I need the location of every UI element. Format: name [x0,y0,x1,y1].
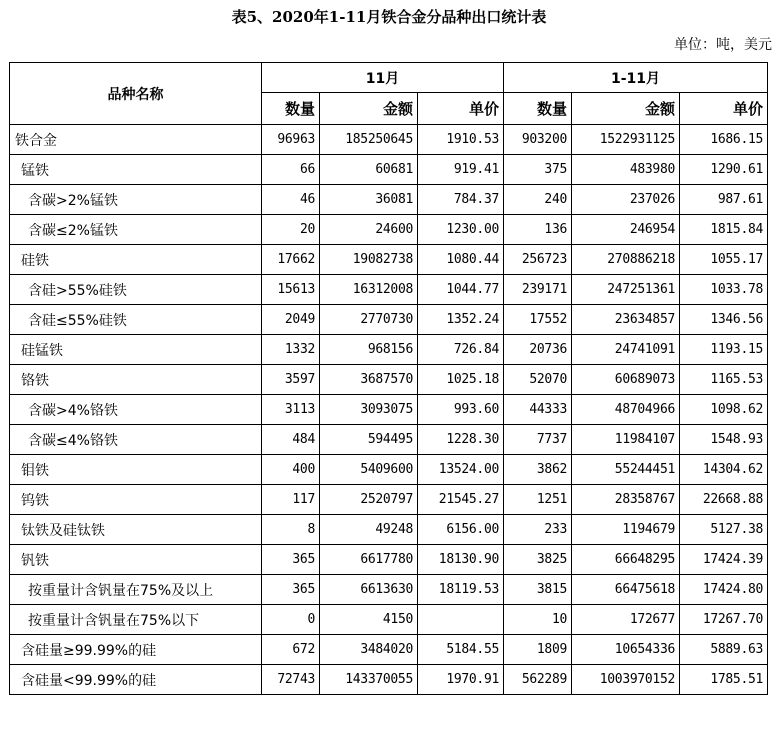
cell-ytd-qty: 256723 [504,245,572,275]
cell-month-qty: 72743 [262,665,320,695]
cell-month-amount: 16312008 [320,275,418,305]
table-row [10,275,768,305]
cell-ytd-price: 1055.17 [680,245,768,275]
header-name: 品种名称 [10,63,262,125]
cell-month-qty: 0 [262,605,320,635]
table-row [10,515,768,545]
cell-month-price [418,605,504,635]
table-row [10,245,768,275]
cell-ytd-amount: 48704966 [572,395,680,425]
header-ytd-amount: 金额 [572,93,680,125]
cell-month-qty: 96963 [262,125,320,155]
cell-month-amount: 3093075 [320,395,418,425]
row-name: 按重量计含钒量在75%及以上 [10,575,262,605]
table-title: 表5、2020年1-11月铁合金分品种出口统计表 [231,8,547,26]
cell-ytd-qty: 17552 [504,305,572,335]
cell-month-amount: 3687570 [320,365,418,395]
header-month-amount: 金额 [320,93,418,125]
row-name: 含碳≤2%锰铁 [10,215,262,245]
cell-ytd-qty: 10 [504,605,572,635]
cell-ytd-price: 14304.62 [680,455,768,485]
cell-month-amount: 6613630 [320,575,418,605]
cell-month-price: 1228.30 [418,425,504,455]
row-name: 含碳≤4%铬铁 [10,425,262,455]
cell-month-qty: 484 [262,425,320,455]
row-name: 锰铁 [10,155,262,185]
row-name: 钒铁 [10,545,262,575]
cell-month-price: 1970.91 [418,665,504,695]
cell-ytd-price: 1785.51 [680,665,768,695]
cell-ytd-price: 5889.63 [680,635,768,665]
unit-label: 单位：吨，美元 [674,37,772,53]
cell-ytd-qty: 239171 [504,275,572,305]
cell-ytd-price: 17267.70 [680,605,768,635]
cell-month-qty: 46 [262,185,320,215]
row-name: 含碳>4%铬铁 [10,395,262,425]
cell-month-amount: 968156 [320,335,418,365]
cell-month-amount: 594495 [320,425,418,455]
cell-month-amount: 2520797 [320,485,418,515]
table-row [10,125,768,155]
cell-ytd-price: 1290.61 [680,155,768,185]
header-month-price: 单价 [418,93,504,125]
cell-month-amount: 4150 [320,605,418,635]
cell-month-amount: 19082738 [320,245,418,275]
header-ytd-price: 单价 [680,93,768,125]
cell-month-price: 1080.44 [418,245,504,275]
cell-month-price: 13524.00 [418,455,504,485]
cell-month-qty: 8 [262,515,320,545]
cell-ytd-price: 1098.62 [680,395,768,425]
cell-month-qty: 365 [262,545,320,575]
table-row [10,155,768,185]
cell-ytd-price: 1193.15 [680,335,768,365]
cell-month-price: 18130.90 [418,545,504,575]
cell-month-amount: 143370055 [320,665,418,695]
cell-month-amount: 5409600 [320,455,418,485]
cell-month-price: 6156.00 [418,515,504,545]
cell-ytd-price: 1165.53 [680,365,768,395]
header-ytd: 1-11月 [504,63,768,93]
table-row [10,605,768,635]
cell-month-amount: 3484020 [320,635,418,665]
cell-ytd-price: 5127.38 [680,515,768,545]
row-name: 含硅量≥99.99%的硅 [10,635,262,665]
cell-ytd-qty: 903200 [504,125,572,155]
table-row [10,425,768,455]
cell-month-amount: 6617780 [320,545,418,575]
table-row [10,365,768,395]
cell-ytd-qty: 375 [504,155,572,185]
cell-month-amount: 185250645 [320,125,418,155]
cell-month-price: 1230.00 [418,215,504,245]
cell-month-qty: 3113 [262,395,320,425]
cell-month-price: 784.37 [418,185,504,215]
cell-ytd-amount: 66475618 [572,575,680,605]
table-row [10,575,768,605]
row-name: 钨铁 [10,485,262,515]
cell-ytd-price: 1346.56 [680,305,768,335]
cell-month-amount: 49248 [320,515,418,545]
cell-ytd-amount: 66648295 [572,545,680,575]
cell-month-qty: 117 [262,485,320,515]
cell-month-price: 18119.53 [418,575,504,605]
row-name: 含硅量<99.99%的硅 [10,665,262,695]
cell-ytd-price: 1686.15 [680,125,768,155]
cell-month-qty: 17662 [262,245,320,275]
cell-month-qty: 1332 [262,335,320,365]
cell-ytd-price: 22668.88 [680,485,768,515]
cell-month-price: 1352.24 [418,305,504,335]
cell-month-price: 5184.55 [418,635,504,665]
row-name: 钼铁 [10,455,262,485]
cell-month-qty: 15613 [262,275,320,305]
cell-ytd-qty: 240 [504,185,572,215]
table-row [10,215,768,245]
cell-month-qty: 365 [262,575,320,605]
cell-ytd-amount: 247251361 [572,275,680,305]
row-name: 按重量计含钒量在75%以下 [10,605,262,635]
header-month-qty: 数量 [262,93,320,125]
cell-ytd-qty: 20736 [504,335,572,365]
cell-ytd-price: 1548.93 [680,425,768,455]
cell-ytd-amount: 1522931125 [572,125,680,155]
cell-ytd-amount: 1003970152 [572,665,680,695]
cell-ytd-price: 1815.84 [680,215,768,245]
cell-month-price: 21545.27 [418,485,504,515]
row-name: 硅锰铁 [10,335,262,365]
cell-ytd-qty: 1251 [504,485,572,515]
cell-ytd-qty: 44333 [504,395,572,425]
cell-month-qty: 20 [262,215,320,245]
row-name: 硅铁 [10,245,262,275]
row-name: 含硅≤55%硅铁 [10,305,262,335]
cell-month-qty: 66 [262,155,320,185]
cell-ytd-qty: 1809 [504,635,572,665]
cell-ytd-price: 1033.78 [680,275,768,305]
cell-ytd-amount: 172677 [572,605,680,635]
cell-ytd-amount: 237026 [572,185,680,215]
cell-ytd-qty: 3825 [504,545,572,575]
cell-month-price: 1025.18 [418,365,504,395]
cell-month-qty: 2049 [262,305,320,335]
table-row [10,665,768,695]
cell-ytd-price: 17424.80 [680,575,768,605]
cell-ytd-amount: 60689073 [572,365,680,395]
cell-month-amount: 2770730 [320,305,418,335]
cell-ytd-price: 987.61 [680,185,768,215]
table-row [10,545,768,575]
cell-month-price: 726.84 [418,335,504,365]
cell-month-price: 1910.53 [418,125,504,155]
header-ytd-qty: 数量 [504,93,572,125]
table-row [10,485,768,515]
cell-month-amount: 60681 [320,155,418,185]
cell-ytd-qty: 7737 [504,425,572,455]
cell-month-price: 993.60 [418,395,504,425]
cell-ytd-amount: 1194679 [572,515,680,545]
header-month: 11月 [262,63,504,93]
table-row [10,455,768,485]
cell-ytd-qty: 3815 [504,575,572,605]
cell-ytd-qty: 3862 [504,455,572,485]
cell-month-price: 1044.77 [418,275,504,305]
cell-month-qty: 400 [262,455,320,485]
row-name: 含碳>2%锰铁 [10,185,262,215]
cell-ytd-price: 17424.39 [680,545,768,575]
cell-month-qty: 672 [262,635,320,665]
cell-ytd-amount: 246954 [572,215,680,245]
cell-month-amount: 36081 [320,185,418,215]
cell-month-amount: 24600 [320,215,418,245]
cell-ytd-amount: 28358767 [572,485,680,515]
cell-ytd-amount: 10654336 [572,635,680,665]
cell-ytd-amount: 55244451 [572,455,680,485]
cell-ytd-amount: 23634857 [572,305,680,335]
table-row [10,305,768,335]
export-statistics-table [9,62,768,695]
cell-ytd-amount: 11984107 [572,425,680,455]
cell-ytd-amount: 270886218 [572,245,680,275]
table-row [10,395,768,425]
table-row [10,335,768,365]
cell-ytd-qty: 562289 [504,665,572,695]
row-name: 铬铁 [10,365,262,395]
row-name: 含硅>55%硅铁 [10,275,262,305]
cell-ytd-qty: 233 [504,515,572,545]
cell-month-qty: 3597 [262,365,320,395]
table-row [10,635,768,665]
cell-ytd-amount: 24741091 [572,335,680,365]
cell-month-price: 919.41 [418,155,504,185]
row-name: 铁合金 [10,125,262,155]
cell-ytd-qty: 136 [504,215,572,245]
row-name: 钛铁及硅钛铁 [10,515,262,545]
table-row [10,185,768,215]
cell-ytd-amount: 483980 [572,155,680,185]
cell-ytd-qty: 52070 [504,365,572,395]
